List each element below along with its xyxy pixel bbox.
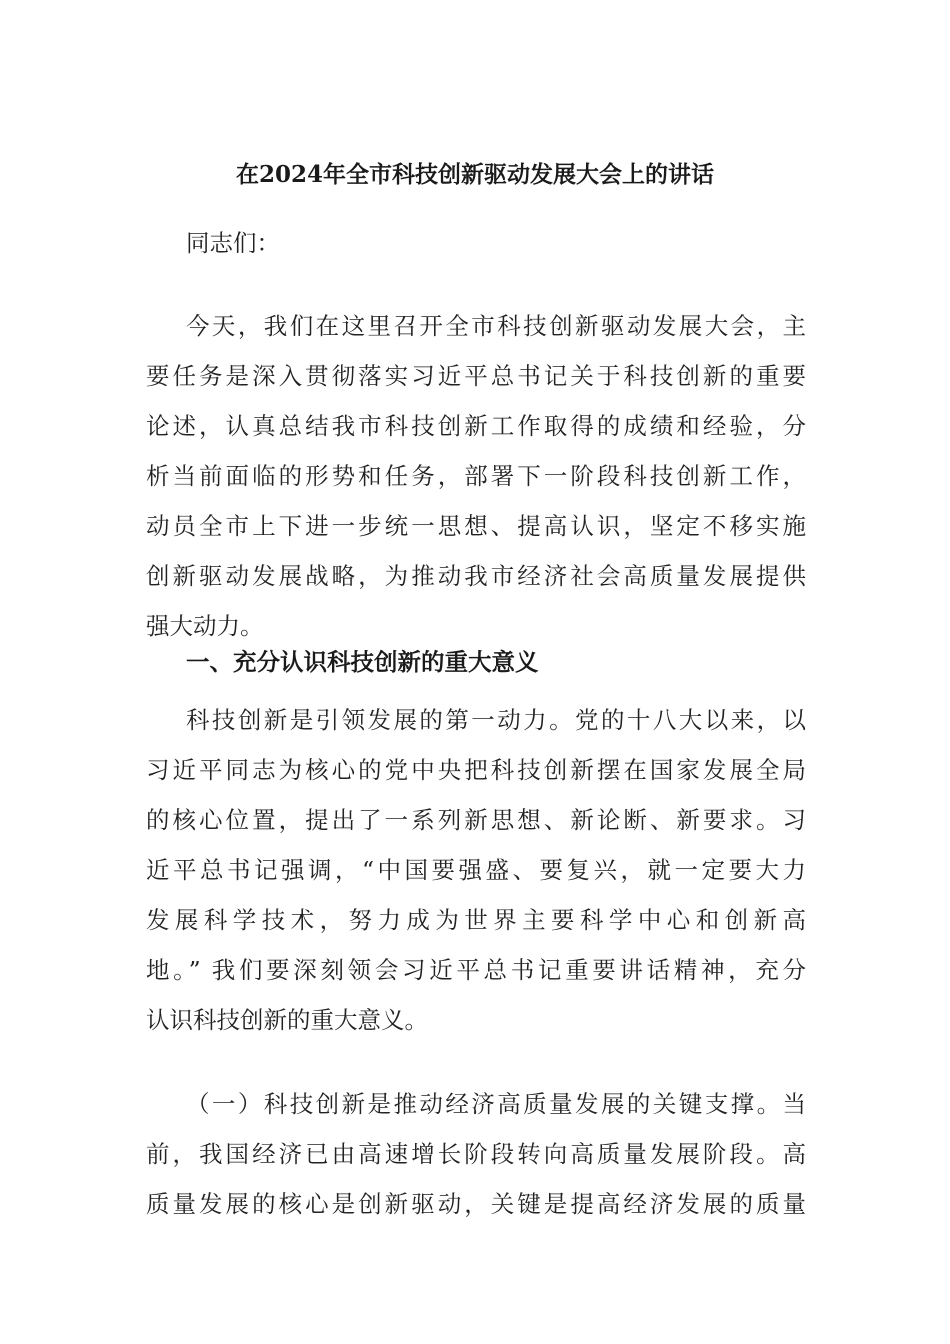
intro-line-5: 动员全市上下进一步统一思想、提高认识，坚定不移实施	[146, 512, 806, 540]
intro-line-7: 强大动力。	[146, 612, 264, 640]
point-1-line-2: 前，我国经济已由高速增长阶段转向高质量发展阶段。高	[146, 1140, 806, 1168]
section-1-line-3: 的核心位置，提出了一系列新思想、新论断、新要求。习	[146, 806, 806, 834]
intro-line-2: 要任务是深入贯彻落实习近平总书记关于科技创新的重要	[146, 362, 806, 390]
intro-line-4: 析当前面临的形势和任务，部署下一阶段科技创新工作，	[146, 462, 806, 490]
section-1-line-5: 发展科学技术，努力成为世界主要科学中心和创新高	[146, 906, 806, 934]
section-1-line-1: 科技创新是引领发展的第一动力。党的十八大以来，以	[186, 706, 806, 734]
section-1-line-7: 认识科技创新的重大意义。	[146, 1006, 428, 1034]
section-1-line-6: 地。” 我们要深刻领会习近平总书记重要讲话精神，充分	[146, 956, 806, 984]
point-1-line-3: 质量发展的核心是创新驱动，关键是提高经济发展的质量	[146, 1190, 806, 1218]
section-1-line-2: 习近平同志为核心的党中央把科技创新摆在国家发展全局	[146, 756, 806, 784]
section-1-heading: 一、充分认识科技创新的重大意义	[186, 648, 539, 676]
intro-line-1: 今天，我们在这里召开全市科技创新驱动发展大会，主	[186, 312, 806, 340]
intro-line-6: 创新驱动发展战略，为推动我市经济社会高质量发展提供	[146, 562, 806, 590]
salutation: 同志们：	[186, 229, 280, 257]
document-title: 在2024年全市科技创新驱动发展大会上的讲话	[235, 161, 714, 188]
intro-line-3: 论述，认真总结我市科技创新工作取得的成绩和经验，分	[146, 412, 806, 440]
section-1-line-4: 近平总书记强调，“中国要强盛、要复兴，就一定要大力	[146, 856, 806, 884]
point-1-line-1: （一）科技创新是推动经济高质量发展的关键支撑。当	[186, 1090, 806, 1118]
